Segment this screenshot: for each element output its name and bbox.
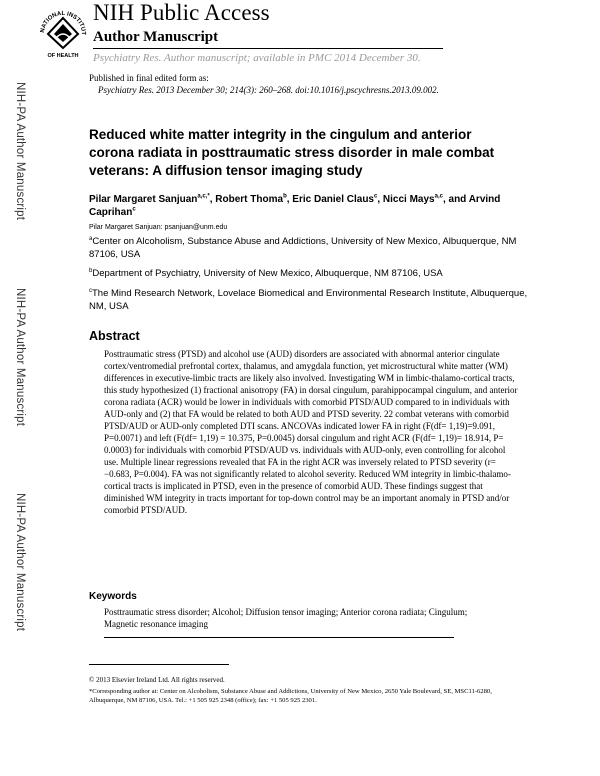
- author-affiliation-marker: c: [132, 206, 136, 213]
- side-banner-middle: NIH-PA Author Manuscript: [14, 288, 26, 427]
- article-title: Reduced white matter integrity in the cingulum and anterior corona radiata in posttraumatic stress disorder in male combat veterans: A diffusion tensor imaging study: [89, 127, 495, 178]
- author-name: Arvind Caprihan: [89, 194, 501, 218]
- side-banner-bottom: NIH-PA Author Manuscript: [14, 493, 26, 632]
- author-list: Pilar Margaret Sanjuan$^{a,c,*}$, Robert Thoma$^b$, Eric Daniel Claus$^c$, Nicci Mays$^{a,c}$, and Arvind Caprihan$^c$: [89, 193, 501, 218]
- abstract-body: Posttraumatic stress (PTSD) and alcohol use (AUD) disorders are associated with abnormal anterior cingulate cortex/ventromedial prefrontal cortex, thalamus, and amygdala function, yet microstructural white matter (WM) differences in executive-limbic tracts are likely also involved. Investigating WM in limbic-thalamo-cortical tracts, this study hypothesized (1) fractional anisotropy (FA) in dorsal cingulum, parahippocampal cingulum, and anterior corona radiata (ACR) would be lower in individuals with comorbid PTSD/AUD compared to in individuals with AUD-only and (2) that FA would be related to both AUD and PTSD severity. 22 combat veterans with comorbid PTSD/AUD or AUD-only completed DTI scans. ANCOVAs indicated lower FA in right (F(df= 1,19)=9.091, P=0.0071) and left (F(df= 1,19) = 10.375, P=0.0045) dorsal cingulum and right ACR (F(df= 1,19)= 18.914, P= 0.0003) for individuals with comorbid PTSD/AUD vs. individuals with AUD-only, even controlling for alcohol use. Multiple linear regressions revealed that FA in the right ACR was inversely related to PTSD severity (r= −0.683, P=0.004). FA was not significantly related to alcohol severity. Reduced WM integrity in limbic-thalamo-cortical tracts is implicated in PTSD, even in the presence of comorbid AUD. These findings suggest that diminished WM integrity in tracts important for top-down control may be an important anomaly in PTSD and/or comorbid PTSD/AUD.: [104, 349, 518, 515]
- keywords-list: Posttraumatic stress disorder; Alcohol; Diffusion tensor imaging; Anterior corona radiata; Cingulum; Magnetic resonance imaging: [104, 607, 468, 629]
- author-affiliation-marker: a,c: [434, 193, 443, 200]
- affiliation-text: Center on Alcoholism, Substance Abuse and Addictions, University of New Mexico, Albuquerque, NM 87106, USA: [89, 236, 517, 260]
- affiliation-text: The Mind Research Network, Lovelace Biomedical and Environmental Research Institute, Albuquerque, NM, USA: [89, 288, 528, 312]
- author-email: Pilar Margaret Sanjuan: psanjuan@unm.edu: [89, 224, 228, 231]
- affiliation-marker: a: [89, 235, 93, 242]
- svg-text:NATIONAL INSTITUTES: NATIONAL INSTITUT: [39, 10, 87, 36]
- author-name: Eric Daniel Claus: [292, 194, 374, 205]
- keywords-heading: Keywords: [89, 591, 137, 602]
- keywords-rule: [104, 637, 454, 638]
- journal-citation: [98, 85, 439, 95]
- published-label: Published in final edited form as:: [89, 73, 209, 83]
- affiliation-text: Department of Psychiatry, University of New Mexico, Albuquerque, NM 87106, USA: [92, 268, 443, 279]
- side-banner-top: NIH-PA Author Manuscript: [14, 82, 26, 221]
- manuscript-availability-note: Psychiatry Res. Author manuscript; available in PMC 2014 December 30.: [93, 52, 421, 64]
- header-rule: [93, 48, 443, 49]
- nih-logo: [38, 4, 88, 60]
- affiliation-b: [89, 268, 529, 281]
- abstract-heading: Abstract: [89, 329, 140, 343]
- copyright-notice: © 2013 Elsevier Ireland Ltd. All rights reserved.: [89, 676, 225, 684]
- nih-public-access-title: NIH Public Access: [93, 0, 270, 25]
- affiliation-marker: c: [89, 287, 92, 294]
- author-affiliation-marker: c: [374, 193, 378, 200]
- nih-seal-icon: [38, 4, 88, 60]
- author-affiliation-marker: b: [283, 193, 287, 200]
- author-name: Robert Thoma: [215, 194, 284, 205]
- svg-text:OF HEALTH: OF HEALTH: [47, 53, 79, 59]
- author-name: Nicci Mays: [382, 194, 435, 205]
- affiliation-a: [89, 236, 529, 261]
- affiliation-marker: b: [89, 267, 93, 274]
- footnote-rule: [89, 664, 229, 665]
- affiliation-c: [89, 288, 529, 313]
- author-manuscript-heading: Author Manuscript: [93, 29, 219, 45]
- author-affiliation-marker: a,c,*: [197, 193, 210, 200]
- corresponding-author-note: *Corresponding author at: Center on Alcoholism, Substance Abuse and Addictions, University of New Mexico, 2650 Yale Boulevard, SE, MSC11-6280, Albuquerque, NM 87106, USA. Tel.: +1 505 925 2348 (office); fax: +1 505 925 2301.: [89, 688, 492, 704]
- author-name: Pilar Margaret Sanjuan: [89, 194, 198, 205]
- citation-text: Psychiatry Res. 2013 December 30; 214(3): 260–268. doi:10.1016/j.pscychresns.2013.09.002.: [98, 85, 439, 95]
